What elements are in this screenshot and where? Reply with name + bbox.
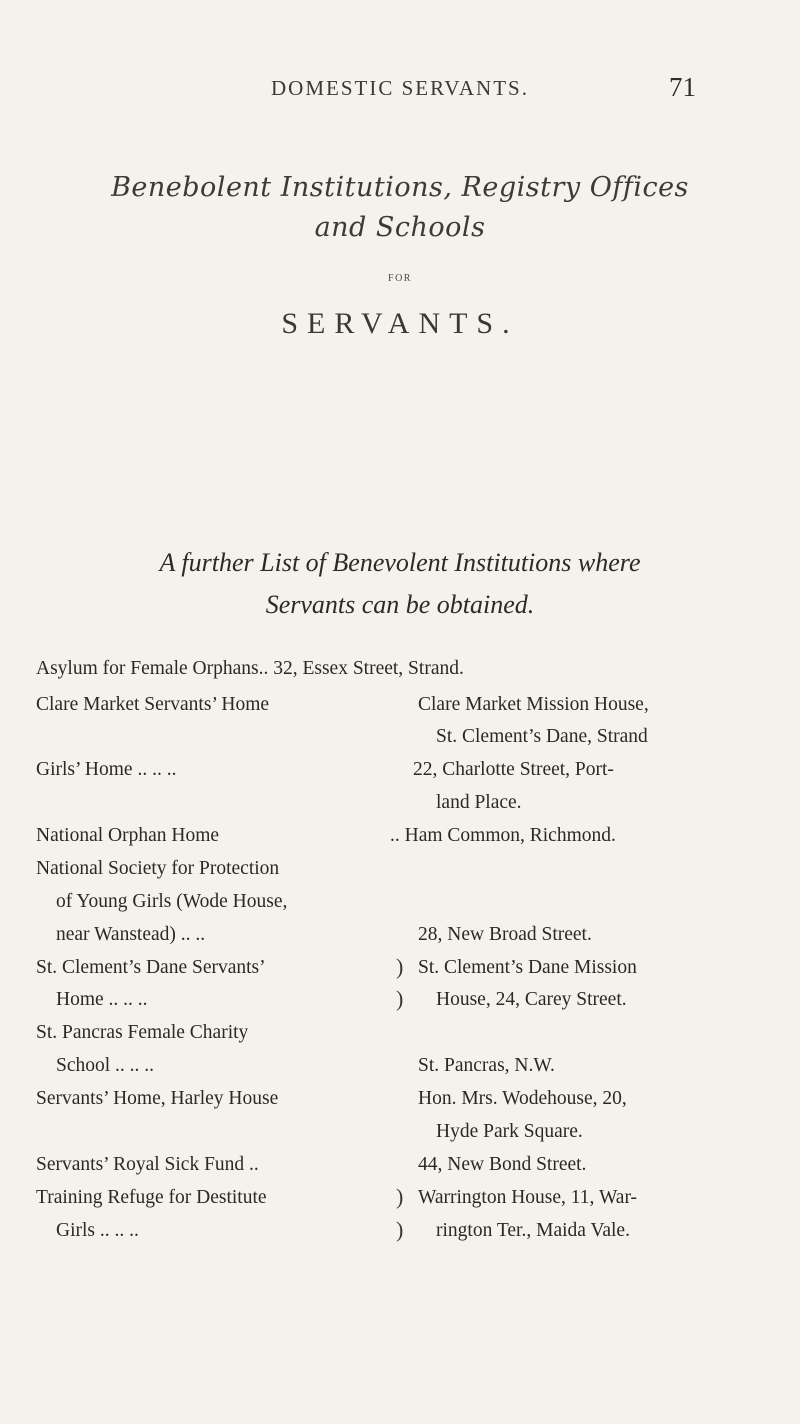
entry-st-clements-name-1: St. Clement’s Dane Servants’ bbox=[36, 957, 266, 978]
brace-st-clements-lower: ) bbox=[396, 986, 404, 1011]
running-head bbox=[0, 72, 800, 102]
entry-clare-market-address-1: Clare Market Mission House, bbox=[418, 694, 649, 715]
entry-st-clements-address-1: St. Clement’s Dane Mission bbox=[418, 957, 637, 978]
entry-sick-fund-name: Servants’ Royal Sick Fund .. bbox=[36, 1154, 259, 1175]
entry-clare-market-address-2: St. Clement’s Dane, Strand bbox=[436, 726, 648, 747]
intro-line-2: Servants can be obtained. bbox=[265, 590, 535, 619]
entry-national-orphan-name: National Orphan Home bbox=[36, 825, 220, 846]
entry-sick-fund-address: 44, New Bond Street. bbox=[418, 1154, 587, 1175]
entry-st-pancras-address: St. Pancras, N.W. bbox=[418, 1055, 555, 1076]
entry-servants-home-address-2: Hyde Park Square. bbox=[436, 1121, 583, 1142]
entry-national-society-name-3: near Wanstead) .. .. bbox=[56, 924, 206, 945]
entry-servants-home-name: Servants’ Home, Harley House bbox=[36, 1088, 279, 1109]
page-number: 71 bbox=[669, 72, 696, 102]
entry-asylum: Asylum for Female Orphans.. 32, Essex Street, Strand. bbox=[36, 658, 464, 679]
intro-line-1: A further List of Benevolent Institutions where bbox=[159, 548, 641, 577]
entry-national-society-name-1: National Society for Protection bbox=[36, 858, 280, 879]
brace-training-refuge-upper: ) bbox=[396, 1184, 404, 1209]
entry-st-clements-name-2: Home .. .. .. bbox=[56, 989, 148, 1010]
entry-training-refuge-name-2: Girls .. .. .. bbox=[56, 1220, 139, 1241]
servants-heading: SERVANTS. bbox=[281, 307, 519, 340]
entry-training-refuge-name-1: Training Refuge for Destitute bbox=[36, 1187, 267, 1208]
brace-st-clements-upper: ) bbox=[396, 954, 404, 979]
blackletter-title-line-1: Benebolent Institutions, Registry Offices bbox=[111, 172, 689, 203]
entry-girls-home-address-2: land Place. bbox=[436, 792, 522, 813]
entry-training-refuge-address-2: rington Ter., Maida Vale. bbox=[436, 1220, 630, 1241]
entry-girls-home-name: Girls’ Home .. .. .. bbox=[36, 759, 177, 780]
entry-national-society-address: 28, New Broad Street. bbox=[418, 924, 592, 945]
entry-national-orphan-address: .. Ham Common, Richmond. bbox=[390, 825, 616, 846]
running-title: DOMESTIC SERVANTS. bbox=[271, 76, 529, 100]
entry-training-refuge-address-1: Warrington House, 11, War- bbox=[418, 1187, 638, 1208]
brace-training-refuge-lower: ) bbox=[396, 1217, 404, 1242]
entry-st-clements-address-2: House, 24, Carey Street. bbox=[436, 989, 627, 1010]
entry-national-society-name-2: of Young Girls (Wode House, bbox=[56, 891, 288, 912]
entry-girls-home-address-1: 22, Charlotte Street, Port- bbox=[413, 759, 614, 780]
entry-servants-home-address-1: Hon. Mrs. Wodehouse, 20, bbox=[418, 1088, 627, 1109]
blackletter-title-line-2: and Schools bbox=[314, 212, 486, 243]
for-label: FOR bbox=[388, 273, 412, 284]
entry-st-pancras-name-2: School .. .. .. bbox=[56, 1055, 155, 1076]
entry-st-pancras-name-1: St. Pancras Female Charity bbox=[36, 1022, 249, 1043]
entry-clare-market-name: Clare Market Servants’ Home bbox=[36, 694, 270, 715]
